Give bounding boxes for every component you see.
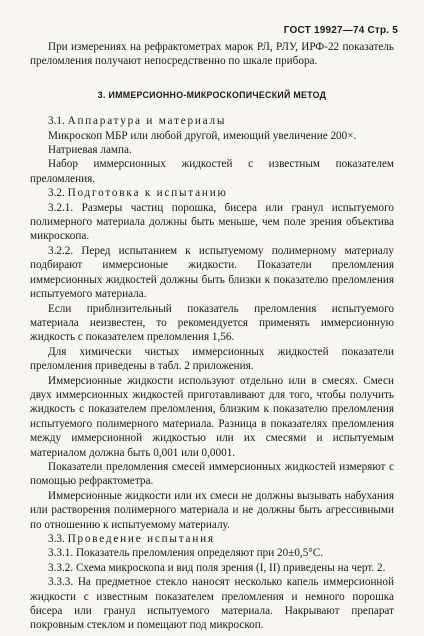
- subsection-heading-3-1: [30, 114, 394, 128]
- section-heading: 3. ИММЕРСИОННО-МИКРОСКОПИЧЕСКИЙ МЕТОД: [97, 89, 327, 100]
- subsection-heading-3-2: [30, 186, 394, 200]
- document-body: [30, 40, 394, 633]
- page-header: ГОСТ 19927—74 Стр. 5: [283, 25, 398, 36]
- paragraph-3-2-2-b: Если приблизительный показатель преломления испытуемого материала неизвестен, то рекомендуется применять иммерсионную жидкость с показателем преломления 1,56.: [30, 302, 394, 344]
- subsection-number: 3.1.: [48, 115, 65, 128]
- subsection-title: Проведение испытания: [67, 533, 215, 545]
- subsection-heading-3-3: [30, 532, 394, 546]
- paragraph-3-1-c: Набор иммерсионных жидкостей с известным показателем преломления.: [30, 158, 394, 185]
- paragraph-intro: При измерениях на рефрактометрах марок РЛ, РЛУ, ИРФ-22 показатель преломления получают непосредственно по шкале прибора.: [30, 41, 394, 68]
- paragraph-3-2-2-d: Иммерсионные жидкости используют отдельно или в смесях. Смеси двух иммерсионных жидкостей приготавливают для того, чтобы получить жидкость с показателем преломления, близким к показателю преломления испытуемого полимерного материала. Разница в показателях преломления между иммерсионной жидкостью или их смесями и испытуемым материалом должна быть 0,001 или 0,0001.: [30, 374, 394, 459]
- paragraph-3-3-1: 3.3.1. Показатель преломления определяют при 20±0,5°С.: [48, 547, 324, 560]
- paragraph-3-2-2-f: Иммерсионные жидкости или их смеси не должны вызывать набухания или растворения полимерного материала и не должны быть агрессивными по отношению к испытуемому материалу.: [30, 489, 394, 531]
- paragraph-3-1-a: Микроскоп МБР или любой другой, имеющий увеличение 200×.: [48, 129, 357, 142]
- paragraph-3-2-2: 3.2.2. Перед испытанием к испытуемому полимерному материалу подбирают иммерсионые жидкости. Показатели преломления иммерсионных жидкостей должны быть близки к показателю преломления испытуемого материала.: [30, 244, 394, 301]
- paragraph-3-2-2-c: Для химически чистых иммерсионных жидкостей показатели преломления приведены в табл. 2 приложения.: [30, 345, 394, 373]
- paragraph-3-2-2-e: Показатели преломления смесей иммерсионных жидкостей измеряют с помощью рефрактометра.: [30, 460, 394, 488]
- subsection-number: 3.2.: [48, 187, 65, 200]
- paragraph-3-3-3: 3.3.3. На предметное стекло наносят несколько капель иммерсионной жидкости с известным показателем преломления и немного порошка бисера или гранул испытуемого материала. Накрывают препарат покровным стеклом и помещают под микроскоп.: [30, 576, 394, 632]
- paragraph-3-3-2: 3.3.2. Схема микроскопа и вид поля зрения (I, II) приведены на черт. 2.: [48, 561, 386, 574]
- subsection-number: 3.3.: [48, 533, 65, 545]
- paragraph-3-1-b: Натриевая лампа.: [48, 144, 132, 157]
- subsection-title: Подготовка к испытанию: [67, 187, 228, 200]
- paragraph-3-2-1: 3.2.1. Размеры частиц порошка, бисера или гранул испытуемого полимерного материала должны быть меньше, чем поле зрения объектива микроскопа.: [30, 201, 394, 243]
- subsection-title: Аппаратура и материалы: [67, 115, 227, 128]
